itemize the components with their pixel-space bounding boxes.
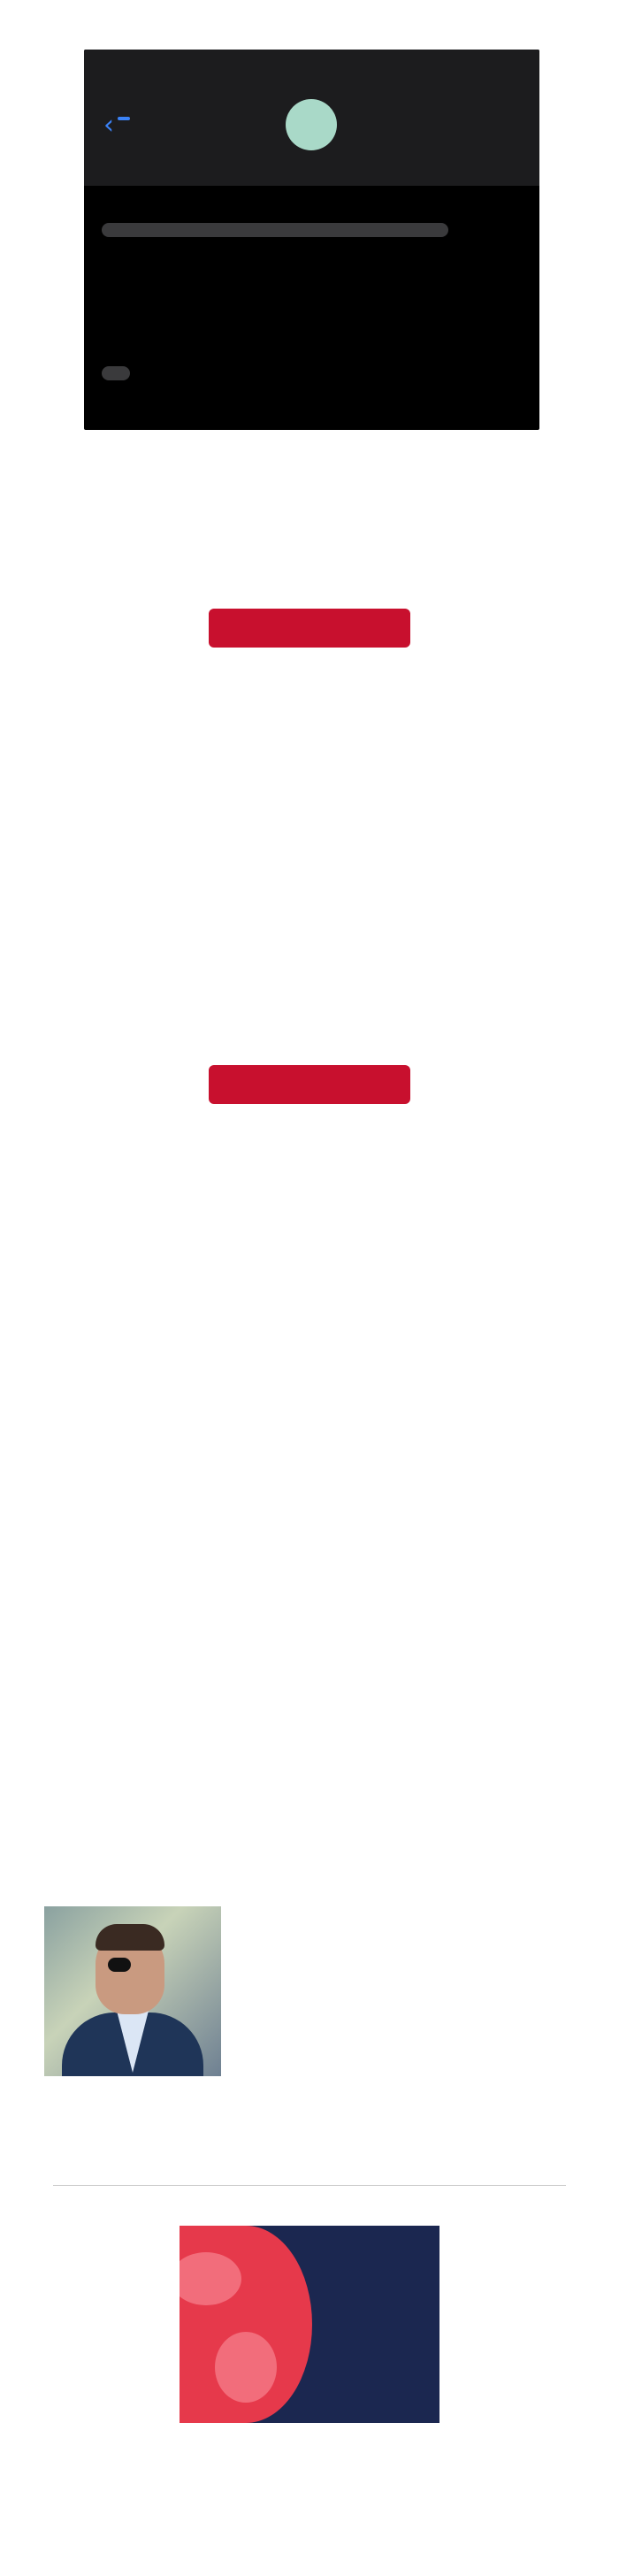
unread-count-badge (118, 117, 130, 120)
divider (53, 2185, 566, 2186)
match-now-button[interactable] (209, 609, 410, 648)
dan-crenshaw-photo (44, 1906, 221, 2076)
campaign-banner-image[interactable] (180, 2226, 439, 2423)
match-now-button[interactable] (209, 1065, 410, 1104)
message-bubble (102, 366, 130, 380)
text-message-screenshot (84, 50, 539, 430)
contact-avatar (286, 99, 337, 150)
message-bubble (102, 223, 448, 237)
phone-header (84, 50, 539, 186)
back-chevron-icon: ‹ (103, 110, 114, 141)
